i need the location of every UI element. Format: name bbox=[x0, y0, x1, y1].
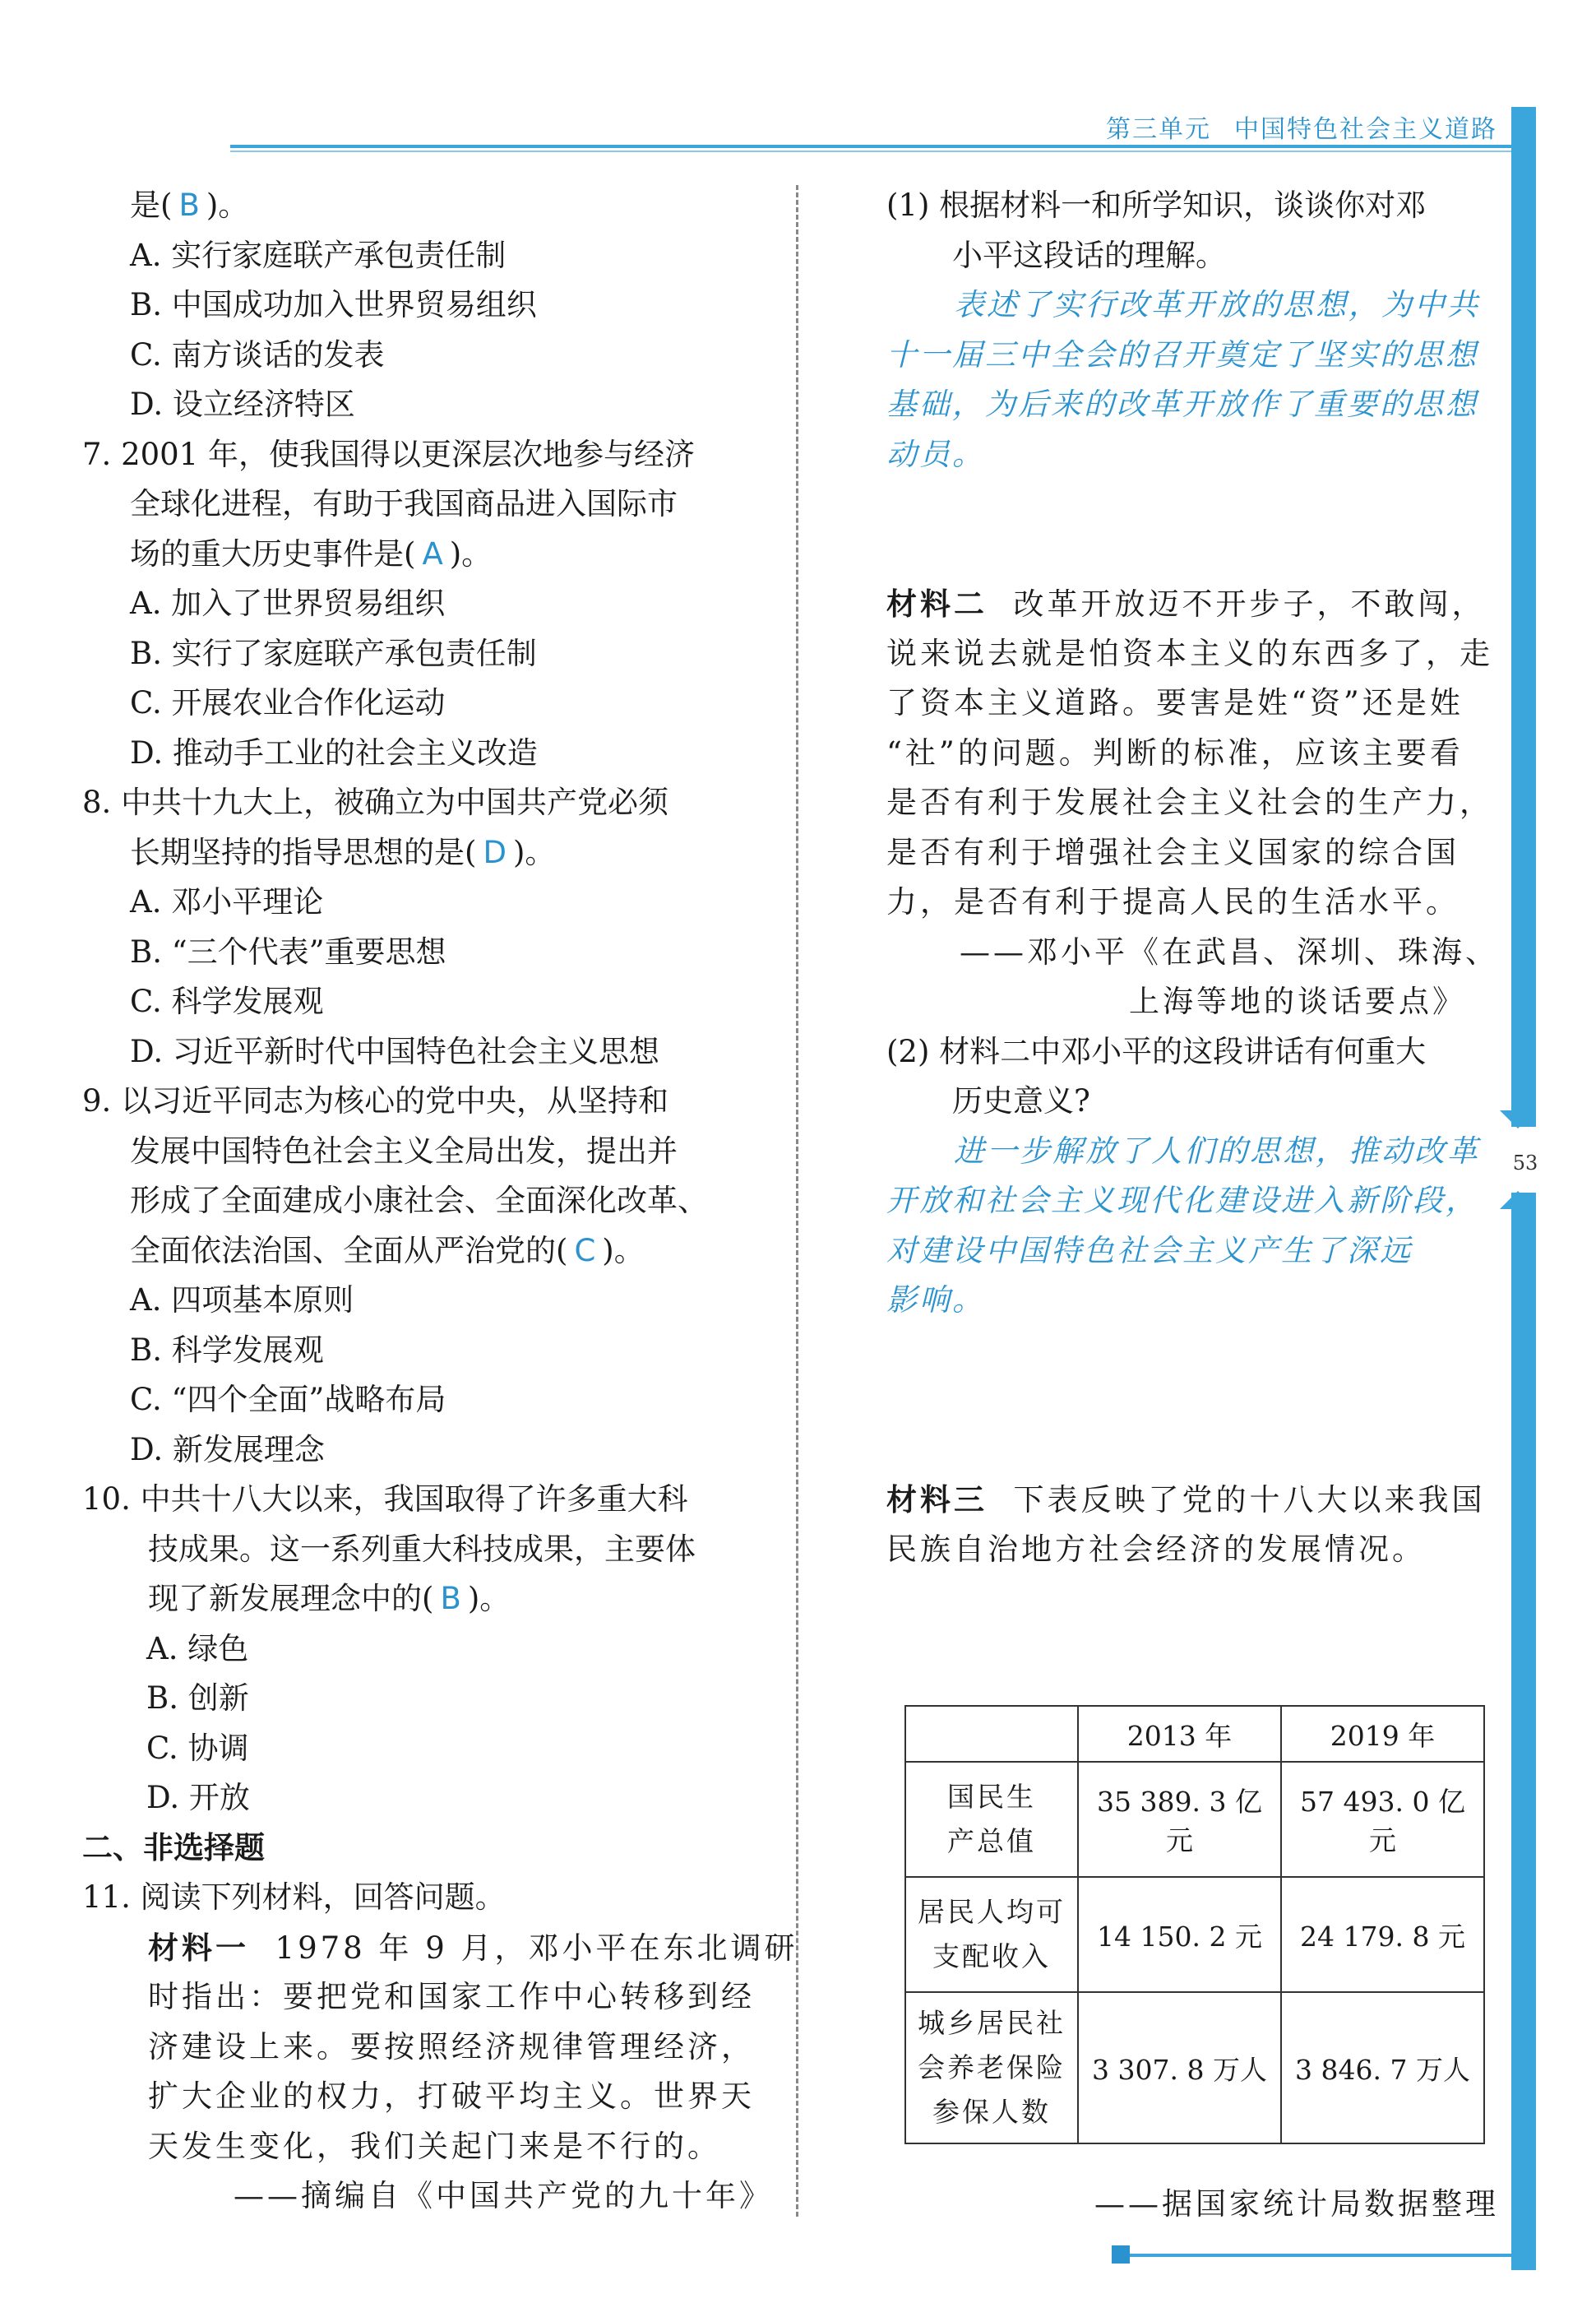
table-source: ——据国家统计局数据整理 bbox=[1094, 2186, 1499, 2222]
answer-q10: B bbox=[440, 1581, 461, 1616]
answer-1-line: 十一届三中全会的召开奠定了坚实的思想 bbox=[886, 336, 1478, 373]
material-1-first-line: 材料一 1978 年 9 月，邓小平在东北调研 bbox=[148, 1929, 798, 1966]
header-rule-thin bbox=[230, 151, 1520, 152]
option: C. 南方谈话的发表 bbox=[130, 336, 385, 373]
material-1-line: 天发生变化，我们关起门来是不行的。 bbox=[148, 2128, 721, 2164]
table-row bbox=[905, 1762, 1484, 1877]
question-11-intro: 11. 阅读下列材料，回答问题。 bbox=[82, 1879, 506, 1915]
table-header: 2013 年 bbox=[1078, 1706, 1281, 1762]
header-rule bbox=[230, 145, 1520, 148]
unit-title: 中国特色社会主义道路 bbox=[1234, 115, 1497, 144]
material-2-source: 上海等地的谈话要点》 bbox=[1129, 984, 1466, 1019]
option: D. 推动手工业的社会主义改造 bbox=[130, 734, 538, 771]
question-7-line: 7. 2001 年，使我国得以更深层次地参与经济 bbox=[82, 436, 695, 472]
answer-1-line: 基础，为后来的改革开放作了重要的思想 bbox=[886, 387, 1478, 422]
option: A. 邓小平理论 bbox=[130, 884, 324, 920]
answer-1-line: 表述了实行改革开放的思想，为中共 bbox=[954, 287, 1480, 322]
material-2-line: 力，是否有利于提高人民的生活水平。 bbox=[886, 884, 1460, 920]
section-heading: 二、非选择题 bbox=[82, 1829, 265, 1865]
answer-2-line: 开放和社会主义现代化建设进入新阶段， bbox=[886, 1183, 1478, 1218]
option: C. “四个全面”战略布局 bbox=[130, 1382, 446, 1417]
option: B. 中国成功加入世界贸易组织 bbox=[130, 287, 537, 322]
option: C. 科学发展观 bbox=[130, 984, 324, 1019]
option: A. 四项基本原则 bbox=[130, 1282, 354, 1318]
question-9-line: 9. 以习近平同志为核心的党中央，从坚持和 bbox=[82, 1083, 669, 1119]
data-table bbox=[904, 1705, 1485, 2144]
option: C. 协调 bbox=[146, 1730, 249, 1766]
material-2-line: 说来说去就是怕资本主义的东西多了，走 bbox=[886, 635, 1493, 671]
material-2-line: 是否有利于发展社会主义社会的生产力， bbox=[886, 785, 1493, 820]
row-label: 城乡居民社 会养老保险 参保人数 bbox=[905, 1992, 1078, 2143]
material-1-label: 材料一 bbox=[148, 1929, 249, 1966]
material-3-label: 材料三 bbox=[886, 1481, 988, 1518]
column-divider bbox=[796, 185, 798, 2217]
table-row bbox=[905, 1877, 1484, 1992]
material-1-line: 扩大企业的权力，打破平均主义。世界天 bbox=[148, 2078, 755, 2114]
table-header-row bbox=[905, 1706, 1484, 1762]
answer-q7: A bbox=[422, 535, 443, 572]
side-bar-notch bbox=[1500, 1110, 1536, 1128]
option: D. 习近平新时代中国特色社会主义思想 bbox=[130, 1033, 659, 1069]
answer-q6: B bbox=[178, 188, 200, 223]
table-cell: 3 846. 7 万人 bbox=[1281, 1992, 1484, 2143]
question-7-stem-end: 场的重大历史事件是( A )。 bbox=[130, 535, 493, 572]
option: C. 开展农业合作化运动 bbox=[130, 685, 446, 721]
material-2-source: ——邓小平《在武昌、深圳、珠海、 bbox=[960, 934, 1499, 970]
material-2-first-line: 材料二 改革开放迈不开步子，不敢闯， bbox=[886, 586, 1486, 622]
option: B. “三个代表”重要思想 bbox=[130, 934, 446, 970]
answer-2-line: 对建设中国特色社会主义产生了深远 bbox=[886, 1232, 1413, 1268]
answer-2-line: 影响。 bbox=[886, 1282, 985, 1318]
footer-rule bbox=[1118, 2254, 1520, 2257]
subquestion-1-line: (1) 根据材料一和所学知识，谈谈你对邓 bbox=[886, 188, 1427, 223]
option: A. 实行家庭联产承包责任制 bbox=[130, 237, 507, 273]
option: B. 科学发展观 bbox=[130, 1332, 324, 1368]
unit-label: 第三单元 bbox=[1106, 115, 1211, 144]
question-9-stem-end: 全面依法治国、全面从严治党的( C )。 bbox=[130, 1232, 645, 1268]
option: B. 实行了家庭联产承包责任制 bbox=[130, 635, 537, 671]
subquestion-1-line: 小平这段话的理解。 bbox=[952, 237, 1226, 273]
question-7-line: 全球化进程，有助于我国商品进入国际市 bbox=[130, 486, 678, 521]
material-2-line: “社”的问题。判断的标准，应该主要看 bbox=[886, 734, 1464, 771]
question-9-line: 发展中国特色社会主义全局出发，提出并 bbox=[130, 1133, 678, 1169]
option: D. 设立经济特区 bbox=[130, 387, 355, 422]
subquestion-2-line: 历史意义? bbox=[952, 1083, 1090, 1119]
right-column bbox=[886, 181, 1499, 1574]
table-header: 2019 年 bbox=[1281, 1706, 1484, 1762]
option: B. 创新 bbox=[146, 1680, 249, 1716]
subquestion-2-line: (2) 材料二中邓小平的这段讲话有何重大 bbox=[886, 1033, 1427, 1069]
question-10-line: 技成果。这一系列重大科技成果，主要体 bbox=[148, 1531, 696, 1567]
material-1-line: 时指出：要把党和国家工作中心转移到经 bbox=[148, 1979, 755, 2014]
question-9-line: 形成了全面建成小康社会、全面深化改革、 bbox=[130, 1183, 708, 1218]
material-1-line: 济建设上来。要按照经济规律管理经济， bbox=[148, 2028, 755, 2064]
question-10-stem-end: 现了新发展理念中的( B )。 bbox=[148, 1581, 511, 1616]
material-3-first-line: 材料三 下表反映了党的十八大以来我国 bbox=[886, 1481, 1486, 1518]
table-cell: 14 150. 2 元 bbox=[1078, 1877, 1281, 1992]
answer-2-line: 进一步解放了人们的思想，推动改革 bbox=[954, 1133, 1480, 1169]
option: D. 开放 bbox=[146, 1780, 250, 1815]
material-2-label: 材料二 bbox=[886, 586, 988, 622]
material-1-source: ——摘编自《中国共产党的九十年》 bbox=[234, 2178, 773, 2213]
page-number: 53 bbox=[1512, 1152, 1538, 1175]
table-cell: 57 493. 0 亿元 bbox=[1281, 1762, 1484, 1877]
option: A. 绿色 bbox=[146, 1630, 249, 1666]
question-10-line: 10. 中共十八大以来，我国取得了许多重大科 bbox=[82, 1481, 688, 1517]
running-header bbox=[1083, 109, 1497, 145]
answer-1-line: 动员。 bbox=[886, 436, 985, 472]
left-column bbox=[82, 181, 798, 2222]
table-cell: 3 307. 8 万人 bbox=[1078, 1992, 1281, 2143]
q6-tail: 是( B )。 bbox=[130, 188, 249, 223]
table-corner bbox=[905, 1706, 1078, 1762]
row-label: 居民人均可 支配收入 bbox=[905, 1877, 1078, 1992]
table-source-wrap bbox=[886, 2180, 1499, 2230]
material-2-line: 了资本主义道路。要害是姓“资”还是姓 bbox=[886, 685, 1464, 721]
option: D. 新发展理念 bbox=[130, 1431, 325, 1467]
answer-q9: C bbox=[574, 1232, 596, 1268]
question-8-line: 8. 中共十九大上，被确立为中国共产党必须 bbox=[82, 785, 669, 820]
question-8-stem-end: 长期坚持的指导思想的是( D )。 bbox=[130, 834, 556, 870]
footer-square bbox=[1112, 2245, 1130, 2264]
side-bar-notch bbox=[1500, 1191, 1536, 1209]
table-row bbox=[905, 1992, 1484, 2143]
table-cell: 24 179. 8 元 bbox=[1281, 1877, 1484, 1992]
material-2-line: 是否有利于增强社会主义国家的综合国 bbox=[886, 834, 1460, 870]
answer-q8: D bbox=[483, 834, 507, 870]
material-3-line: 民族自治地方社会经济的发展情况。 bbox=[886, 1531, 1426, 1567]
row-label: 国民生 产总值 bbox=[905, 1762, 1078, 1877]
option: A. 加入了世界贸易组织 bbox=[130, 586, 446, 621]
table-cell: 35 389. 3 亿元 bbox=[1078, 1762, 1281, 1877]
